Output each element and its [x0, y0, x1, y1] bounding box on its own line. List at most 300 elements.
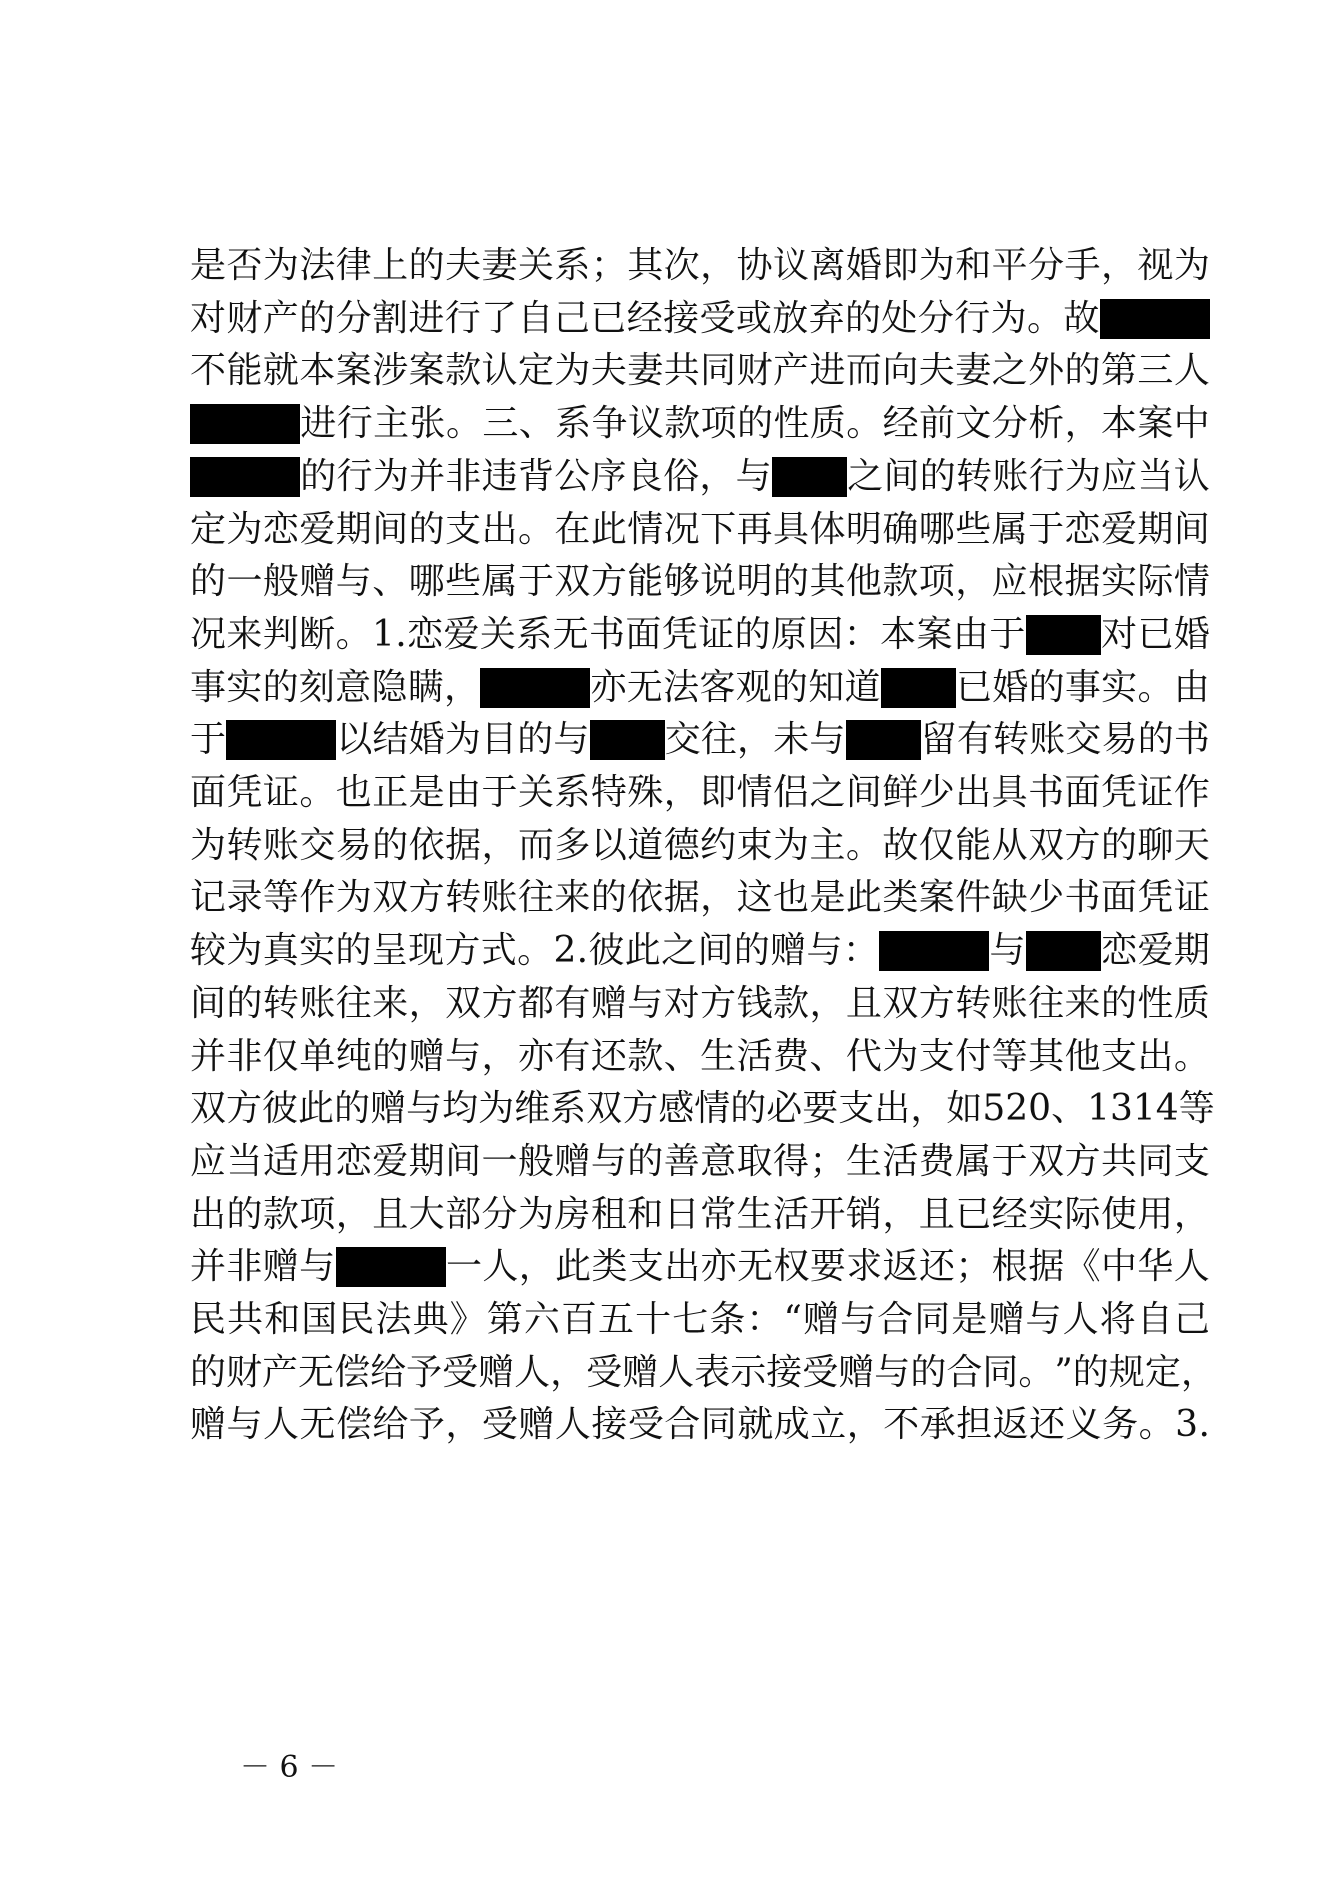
text-line: [190, 1294, 1210, 1346]
text-char: 进: [408, 298, 445, 339]
text-char: 同: [914, 1299, 951, 1340]
text-char: 凭: [1100, 772, 1137, 813]
text-char: 证: [1173, 877, 1210, 918]
text-char: 当: [226, 1141, 263, 1182]
text-char: 的: [299, 298, 336, 339]
text-char: 的: [627, 1141, 664, 1182]
text-line: [190, 872, 1210, 924]
text-char: 己: [553, 298, 590, 339]
text-char: ，: [700, 245, 737, 286]
text-char: 属: [955, 1141, 992, 1182]
text-char: 由: [1173, 667, 1210, 708]
text-char: 议: [773, 245, 810, 286]
text-char: 赠: [554, 1141, 591, 1182]
text-char: 况: [663, 509, 700, 550]
text-char: 合: [877, 1299, 914, 1340]
text-char: 方: [622, 1088, 659, 1129]
text-char: 有: [956, 719, 993, 760]
text-char: ，: [809, 983, 846, 1024]
text-char: 、: [809, 1036, 846, 1077]
text-char: 赠: [299, 561, 336, 602]
text-char: 受: [627, 1404, 664, 1445]
text-char: 双: [1028, 1141, 1065, 1182]
redaction-box: [881, 668, 956, 708]
text-char: 凭: [226, 772, 263, 813]
text-char: 必: [766, 1088, 803, 1129]
text-char: 往: [335, 983, 372, 1024]
text-char: 与: [1025, 1299, 1062, 1340]
text-char: ，: [443, 667, 480, 708]
text-char: 赠: [838, 1352, 875, 1393]
text-line: [190, 1031, 1210, 1083]
text-char: ，: [550, 1352, 587, 1393]
redaction-box: [226, 720, 336, 760]
text-char: 等: [991, 1036, 1028, 1077]
text-char: 质: [1173, 983, 1210, 1024]
text-char: 取: [736, 1141, 773, 1182]
text-char: .: [1198, 1404, 1210, 1445]
text-line: [190, 1083, 1215, 1135]
text-char: 当: [1137, 456, 1174, 497]
text-char: 书: [589, 614, 626, 655]
text-char: ”: [1054, 1352, 1073, 1393]
text-char: 系: [550, 1088, 587, 1129]
text-char: 项: [700, 403, 737, 444]
text-char: 这: [736, 877, 773, 918]
text-char: 账: [991, 983, 1028, 1024]
text-char: 妻: [627, 350, 664, 391]
text-char: 此: [555, 1246, 592, 1287]
text-char: 情: [694, 1088, 731, 1129]
text-char: ；: [809, 1141, 846, 1182]
text-char: 为: [478, 1088, 515, 1129]
text-char: 的: [919, 456, 956, 497]
redaction-box: [336, 1247, 446, 1287]
text-char: 款: [773, 983, 810, 1024]
text-char: 财: [736, 350, 773, 391]
text-char: 的: [226, 983, 263, 1024]
text-char: ，: [846, 1404, 883, 1445]
text-char: 三: [482, 403, 519, 444]
text-char: 求: [846, 1246, 883, 1287]
text-char: 立: [810, 1404, 847, 1445]
text-char: 较: [190, 930, 227, 971]
text-char: 作: [299, 877, 336, 918]
text-char: 俗: [663, 456, 700, 497]
text-char: 结: [372, 719, 409, 760]
text-char: 爱: [299, 509, 336, 550]
text-char: 属: [991, 509, 1028, 550]
text-char: 案: [918, 877, 955, 918]
text-line: [190, 504, 1210, 556]
text-char: 钱: [736, 983, 773, 1024]
text-char: 付: [955, 1036, 992, 1077]
text-char: 能: [627, 561, 664, 602]
text-char: 在: [554, 509, 591, 550]
text-char: 恋: [407, 614, 444, 655]
text-char: 支: [1173, 1141, 1210, 1182]
text-char: 表: [694, 1352, 731, 1393]
text-char: ，: [481, 1036, 518, 1077]
text-char: 客: [699, 667, 736, 708]
text-char: 等: [1178, 1088, 1215, 1129]
text-char: 行: [954, 298, 991, 339]
text-char: 的: [737, 403, 774, 444]
text-char: 实: [299, 930, 336, 971]
text-char: 2: [553, 930, 577, 971]
text-char: 也: [335, 772, 372, 813]
text-char: 人: [1062, 1299, 1099, 1340]
text-char: 将: [1099, 1299, 1136, 1340]
text-char: 间: [445, 1141, 482, 1182]
text-char: 外: [1028, 350, 1065, 391]
text-char: 应: [190, 1141, 227, 1182]
text-char: .: [395, 614, 407, 655]
text-char: 妻: [955, 350, 992, 391]
text-char: 面: [190, 772, 227, 813]
text-char: 恋: [1101, 930, 1138, 971]
text-char: 束: [736, 825, 773, 866]
text-line: [190, 978, 1210, 1030]
text-char: 、: [518, 403, 555, 444]
text-char: 少: [918, 772, 955, 813]
text-char: 同: [982, 1352, 1019, 1393]
text-char: 赠: [622, 1352, 659, 1393]
text-char: 方: [1064, 1141, 1101, 1182]
text-char: 向: [882, 350, 919, 391]
text-char: 由: [445, 772, 482, 813]
text-char: 公: [554, 456, 591, 497]
text-char: 日: [663, 1194, 700, 1235]
text-char: 产: [262, 298, 299, 339]
text-char: 受: [699, 298, 736, 339]
text-char: 赠: [518, 1404, 555, 1445]
text-char: 实: [1101, 667, 1138, 708]
text-char: 间: [697, 930, 734, 971]
text-char: 与: [406, 1088, 443, 1129]
text-char: 属: [481, 561, 518, 602]
text-char: 支: [838, 1088, 875, 1129]
text-char: 为: [882, 1036, 919, 1077]
text-char: 面: [1100, 877, 1137, 918]
text-char: 是: [190, 245, 227, 286]
text-char: 的: [226, 1194, 263, 1235]
text-line: [190, 1399, 1210, 1451]
text-char: 也: [773, 877, 810, 918]
text-char: 无: [298, 1352, 335, 1393]
text-char: 本: [880, 614, 917, 655]
text-char: 于: [190, 719, 227, 760]
text-char: 、: [663, 1036, 700, 1077]
text-char: 为: [554, 350, 591, 391]
text-line: [190, 1347, 1217, 1399]
text-char: 予: [408, 1404, 445, 1445]
text-char: 道: [627, 825, 664, 866]
text-char: 方: [590, 561, 627, 602]
text-char: 分: [991, 403, 1028, 444]
text-char: 出: [874, 1088, 911, 1129]
text-char: 来: [226, 614, 263, 655]
text-char: 对: [1101, 614, 1138, 655]
text-char: ：: [843, 614, 880, 655]
text-char: 经: [882, 403, 919, 444]
text-char: 故: [1063, 298, 1100, 339]
text-char: 作: [1173, 772, 1210, 813]
redaction-box: [590, 720, 665, 760]
text-char: 出: [481, 509, 518, 550]
redaction-box: [1100, 299, 1210, 339]
text-char: 的: [334, 1088, 371, 1129]
text-char: 其: [809, 561, 846, 602]
text-char: 的: [1100, 983, 1137, 1024]
text-char: 记: [190, 877, 227, 918]
text-char: 行: [444, 298, 481, 339]
text-char: 中: [1100, 1246, 1137, 1287]
text-line: [190, 293, 1210, 345]
text-char: 经: [991, 1194, 1028, 1235]
text-char: 费: [918, 1141, 955, 1182]
text-line: [190, 767, 1210, 819]
text-char: 据: [1028, 1246, 1065, 1287]
text-char: 留: [920, 719, 957, 760]
text-char: 的: [335, 930, 372, 971]
text-char: 无: [626, 667, 663, 708]
text-char: 为: [226, 509, 263, 550]
redaction-box: [190, 457, 300, 497]
text-char: ，: [700, 877, 737, 918]
text-char: 还: [590, 1036, 627, 1077]
text-char: 涉: [372, 350, 409, 391]
text-char: 双: [586, 1088, 623, 1129]
text-char: 。: [1137, 667, 1174, 708]
text-line: [190, 662, 1210, 714]
text-line: [190, 1136, 1210, 1188]
text-char: 已: [956, 667, 993, 708]
text-char: 故: [882, 825, 919, 866]
text-char: 争: [591, 403, 628, 444]
text-char: 为: [335, 877, 372, 918]
text-char: 适: [262, 1141, 299, 1182]
text-char: 销: [845, 1194, 882, 1235]
text-char: 生: [736, 1194, 773, 1235]
text-char: 依: [408, 825, 445, 866]
text-char: 的: [771, 667, 808, 708]
text-char: 是: [809, 877, 846, 918]
text-char: 。: [1138, 1404, 1175, 1445]
text-char: 以: [590, 825, 627, 866]
text-char: 成: [773, 1404, 810, 1445]
text-char: 款: [262, 1194, 299, 1235]
text-line: [190, 240, 1210, 292]
text-char: 说: [700, 561, 737, 602]
text-char: 书: [1064, 877, 1101, 918]
text-char: 由: [952, 614, 989, 655]
text-char: 处: [881, 298, 918, 339]
text-char: 条: [709, 1299, 746, 1340]
text-char: 往: [700, 719, 737, 760]
text-char: 纯: [335, 1036, 372, 1077]
text-char: 5: [982, 1088, 1006, 1129]
text-char: 凭: [1137, 877, 1174, 918]
text-char: 缺: [991, 877, 1028, 918]
text-char: 哪: [918, 509, 955, 550]
text-char: 系: [554, 772, 591, 813]
text-char: 民: [338, 1299, 375, 1340]
text-char: 的: [372, 1036, 409, 1077]
text-char: 为: [1064, 456, 1101, 497]
text-char: 财: [226, 1352, 263, 1393]
text-char: 并: [409, 456, 446, 497]
text-char: 以: [336, 719, 373, 760]
text-char: 与: [299, 1246, 336, 1287]
text-line: [190, 820, 1210, 872]
text-char: 为: [990, 298, 1027, 339]
text-char: 他: [1064, 1036, 1101, 1077]
text-char: 共: [663, 350, 700, 391]
text-char: 鲜: [882, 772, 919, 813]
text-char: ，: [1180, 1352, 1217, 1393]
text-char: 用: [1137, 1194, 1174, 1235]
text-char: 夫: [590, 350, 627, 391]
text-char: 、: [1051, 1088, 1088, 1129]
text-char: “: [783, 1299, 802, 1340]
text-char: 亦: [590, 667, 627, 708]
text-char: 赠: [370, 1088, 407, 1129]
text-char: ；: [955, 1246, 992, 1287]
text-char: 为: [918, 245, 955, 286]
text-char: 为: [372, 456, 409, 497]
text-char: 书: [1173, 719, 1210, 760]
page-number: － 6 －: [240, 1750, 339, 1785]
text-char: 类: [882, 877, 919, 918]
text-char: 2: [1005, 1088, 1029, 1129]
text-char: 接: [766, 1352, 803, 1393]
text-char: 1: [371, 614, 395, 655]
text-char: 下: [700, 509, 737, 550]
text-char: 侣: [773, 772, 810, 813]
text-char: 的: [408, 509, 445, 550]
text-char: 能: [955, 825, 992, 866]
text-char: 自: [517, 298, 554, 339]
text-char: 真: [262, 930, 299, 971]
text-char: 于: [989, 614, 1026, 655]
text-char: 据: [663, 877, 700, 918]
text-char: 有: [554, 983, 591, 1024]
text-char: 手: [1064, 245, 1101, 286]
text-char: 已: [590, 298, 627, 339]
redaction-box: [190, 404, 300, 444]
text-char: 接: [591, 1404, 628, 1445]
text-char: 往: [517, 877, 554, 918]
text-char: 即: [882, 245, 919, 286]
text-char: 为: [226, 930, 263, 971]
text-char: 约: [700, 825, 737, 866]
text-char: 方: [700, 983, 737, 1024]
text-char: 面: [1064, 772, 1101, 813]
text-char: 给: [370, 1352, 407, 1393]
text-char: 从: [991, 825, 1028, 866]
text-char: 仅: [918, 825, 955, 866]
text-char: 4: [1155, 1088, 1179, 1129]
text-char: 与: [627, 983, 664, 1024]
text-char: 交: [299, 825, 336, 866]
text-char: 赠: [770, 930, 807, 971]
text-char: 恋: [1064, 509, 1101, 550]
text-char: 项: [918, 561, 955, 602]
text-char: 现: [408, 930, 445, 971]
text-char: 于: [517, 561, 554, 602]
text-char: 再: [736, 509, 773, 550]
text-char: 主: [373, 403, 410, 444]
text-char: 赠: [262, 1246, 299, 1287]
text-char: 非: [226, 1036, 263, 1077]
text-char: ，: [882, 1194, 919, 1235]
text-char: 了: [481, 298, 518, 339]
text-char: 道: [844, 667, 881, 708]
text-char: 主: [809, 825, 846, 866]
text-char: 多: [554, 825, 591, 866]
text-char: 文: [955, 403, 992, 444]
text-char: 行: [336, 403, 373, 444]
text-char: 受: [481, 1404, 518, 1445]
text-char: 五: [598, 1299, 635, 1340]
text-char: 性: [1137, 983, 1174, 1024]
text-char: 知: [808, 667, 845, 708]
text-char: 活: [736, 1036, 773, 1077]
text-char: 为: [773, 825, 810, 866]
text-char: 款: [627, 1036, 664, 1077]
text-char: 案: [408, 350, 445, 391]
text-char: 能: [226, 350, 263, 391]
text-char: 分: [1028, 245, 1065, 286]
text-char: 人: [514, 1352, 551, 1393]
text-char: 的: [1028, 667, 1065, 708]
text-char: 第: [1100, 350, 1137, 391]
text-char: 账: [1029, 719, 1066, 760]
text-char: 于: [481, 772, 518, 813]
text-char: 转: [226, 825, 263, 866]
text-char: 双: [554, 561, 591, 602]
text-char: 律: [335, 245, 372, 286]
text-char: 共: [227, 1299, 264, 1340]
text-char: 对: [190, 298, 227, 339]
text-char: 意: [700, 1141, 737, 1182]
text-char: 殊: [627, 772, 664, 813]
text-char: 共: [1100, 1141, 1137, 1182]
text-char: 活: [882, 1141, 919, 1182]
text-char: 际: [1137, 561, 1174, 602]
text-char: 交: [1065, 719, 1102, 760]
text-char: 承: [919, 1404, 956, 1445]
text-char: 己: [1173, 1299, 1210, 1340]
text-char: 亦: [700, 1246, 737, 1287]
text-char: 受: [442, 1352, 479, 1393]
text-char: 等: [262, 877, 299, 918]
text-char: 1: [1132, 1088, 1156, 1129]
text-char: 期: [1137, 509, 1174, 550]
text-char: 的: [517, 719, 554, 760]
text-char: 易: [335, 825, 372, 866]
text-char: 认: [1173, 456, 1210, 497]
text-char: 定: [517, 350, 554, 391]
text-char: 恋: [262, 509, 299, 550]
text-char: 同: [700, 1404, 737, 1445]
text-line: [190, 1189, 1210, 1241]
text-char: 体: [809, 509, 846, 550]
text-char: 方: [444, 930, 481, 971]
text-char: 明: [845, 509, 882, 550]
text-char: 的: [190, 1352, 227, 1393]
